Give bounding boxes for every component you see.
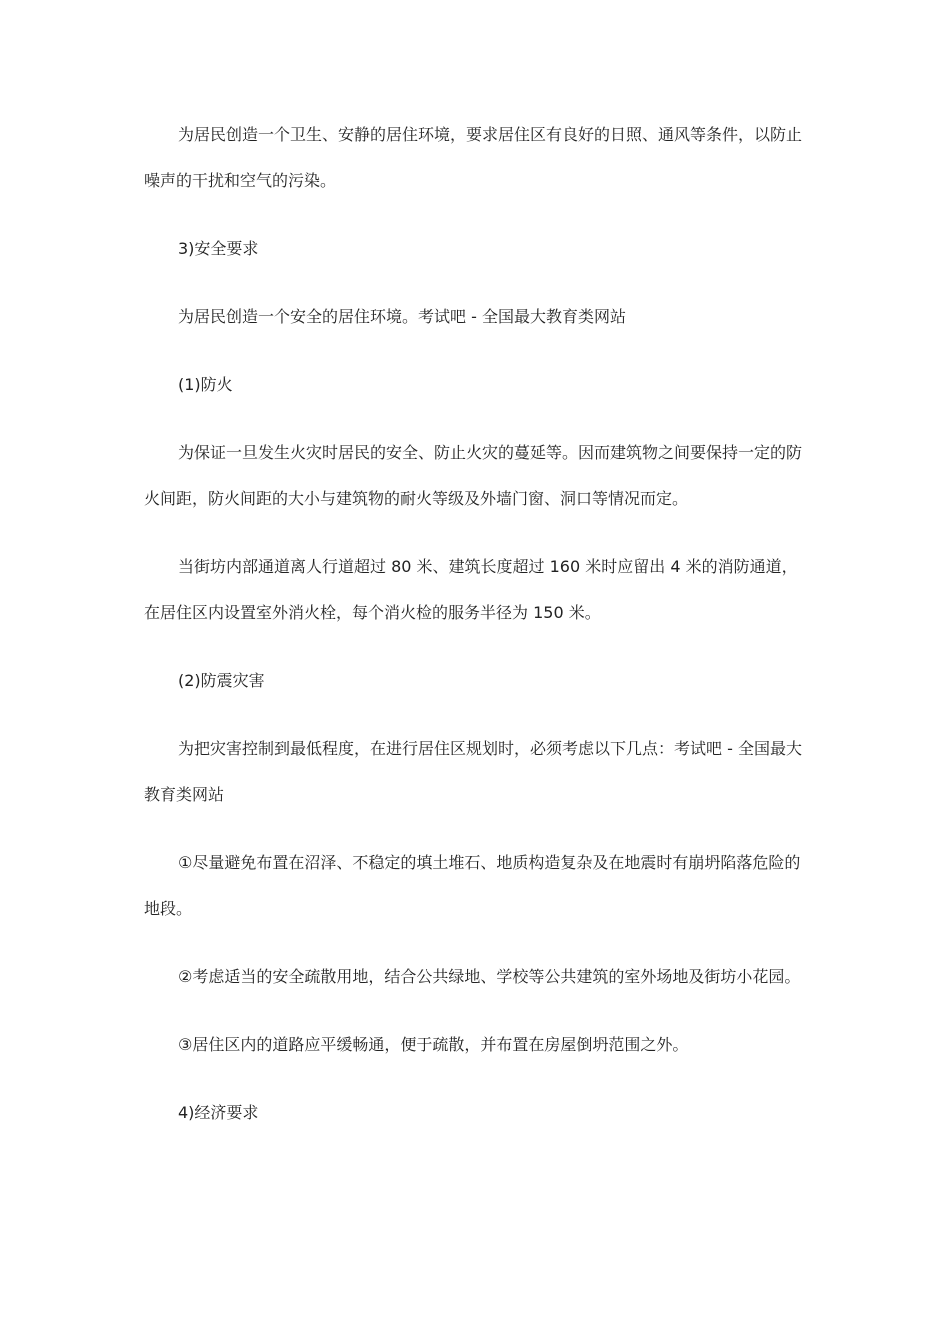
subheading-fire-prevention: (1)防火 xyxy=(178,375,233,394)
paragraph-fire-distance: 为保证一旦发生火灾时居民的安全、防止火灾的蔓延等。因而建筑物之间要保持一定的防火间距，防火间距的大小与建筑物的耐火等级及外墙门窗、洞口等情况而定。 xyxy=(144,443,803,508)
section-heading-safety: 3)安全要求 xyxy=(178,239,259,258)
document-body xyxy=(144,112,808,1158)
subheading-earthquake: (2)防震灾害 xyxy=(178,671,265,690)
paragraph-safety-environment: 为居民创造一个安全的居住环境。考试吧 - 全国最大教育类网站 xyxy=(178,307,626,326)
paragraph-fire-access: 当街坊内部通道离人行道超过 80 米、建筑长度超过 160 米时应留出 4 米的消防通道，在居住区内设置室外消火栓，每个消火检的服务半径为 150 米。 xyxy=(144,557,798,622)
section-heading-economy: 4)经济要求 xyxy=(178,1103,259,1122)
paragraph-hygiene-environment: 为居民创造一个卫生、安静的居住环境，要求居住区有良好的日照、通风等条件，以防止噪声的干扰和空气的污染。 xyxy=(144,125,803,190)
list-item-1: ①尽量避免布置在沼泽、不稳定的填土堆石、地质构造复杂及在地震时有崩坍陷落危险的地段。 xyxy=(144,853,801,918)
list-item-2: ②考虑适当的安全疏散用地，结合公共绿地、学校等公共建筑的室外场地及街坊小花园。 xyxy=(178,967,801,986)
paragraph-earthquake-intro: 为把灾害控制到最低程度，在进行居住区规划时，必须考虑以下几点：考试吧 - 全国最大教育类网站 xyxy=(144,739,802,804)
list-item-3: ③居住区内的道路应平缓畅通，便于疏散，并布置在房屋倒坍范围之外。 xyxy=(178,1035,689,1054)
